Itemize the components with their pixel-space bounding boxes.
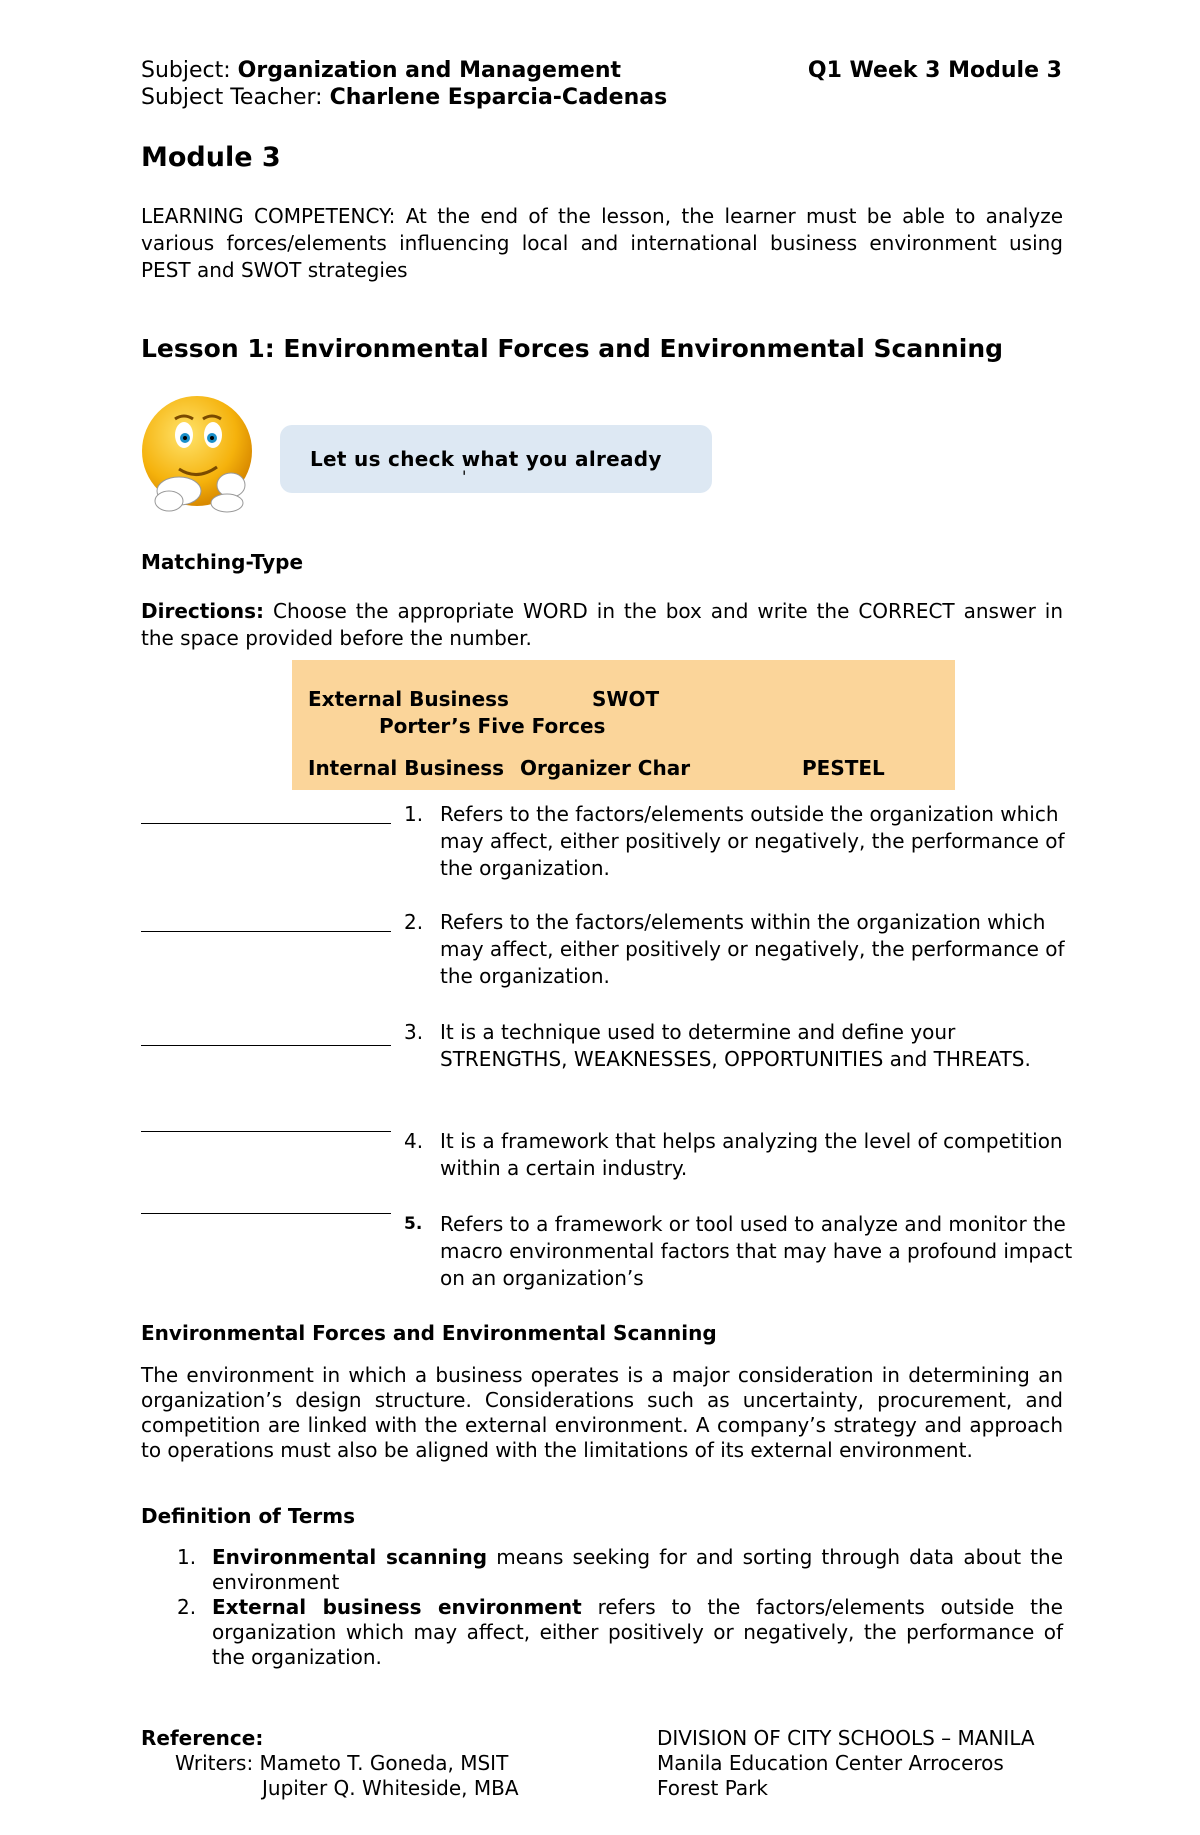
definition-body [212, 1595, 1063, 1670]
item-text: It is a technique used to determine and define your STRENGTHS, WEAKNESSES, OPPORTUNITIES and THREATS. [440, 1020, 1031, 1071]
learning-competency [141, 203, 1063, 284]
item-text: Refers to the factors/elements outside the organization which may affect, either positively or negatively, the performance of the organization. [440, 802, 1065, 880]
item-number: 3. [404, 1020, 424, 1044]
section-title: Environmental Forces and Environmental Scanning [141, 1321, 717, 1345]
section-paragraph: The environment in which a business operates is a major consideration in determining an organization’s design structure. Considerations such as uncertainty, procurement, and competition are linked with the external environment. A company’s strategy and approach to operations must also be aligned with the limitations of its external environment. [141, 1363, 1063, 1462]
item-number: 5. [404, 1214, 423, 1234]
definition-term: Environmental scanning [212, 1545, 488, 1569]
week-module: Q1 Week 3 Module 3 [807, 58, 1062, 83]
item-number: 2. [404, 910, 424, 934]
subject-label: Subject: [141, 58, 238, 83]
word-box [292, 660, 955, 790]
word-swot: SWOT [592, 687, 660, 711]
division-park: Forest Park [657, 1776, 768, 1800]
directions-label: Directions: [141, 599, 265, 623]
word-external-business: External Business [308, 687, 509, 711]
definition-item-1 [141, 1545, 1063, 1595]
division-center: Manila Education Center Arroceros [657, 1751, 1004, 1775]
answer-blank-4[interactable] [141, 1131, 391, 1132]
matching-title: Matching-Type [141, 550, 304, 574]
header-teacher [141, 85, 667, 110]
item-text: It is a framework that helps analyzing the level of competition within a certain industry. [440, 1129, 1063, 1180]
callout-text: Let us check what you already [310, 447, 662, 471]
thinking-emoji-icon [139, 393, 259, 518]
teacher-value: Charlene Esparcia-Cadenas [329, 85, 668, 110]
competency-label: LEARNING COMPETENCY: [141, 204, 396, 228]
reference-writer2: Jupiter Q. Whiteside, MBA [262, 1776, 519, 1800]
competency-text: At the end of the lesson, the learner must be able to analyze various forces/elements influencing local and international business environment using PEST and SWOT strategies [141, 204, 1064, 282]
definitions-title: Definition of Terms [141, 1504, 356, 1528]
header-subject [141, 58, 621, 83]
subject-value: Organization and Management [237, 58, 622, 83]
item-number: 4. [404, 1129, 424, 1153]
callout-box [280, 425, 712, 493]
word-internal-business: Internal Business [308, 756, 505, 780]
answer-blank-5[interactable] [141, 1213, 391, 1214]
reference-writers: Writers: Mameto T. Goneda, MSIT [175, 1751, 509, 1775]
answer-blank-3[interactable] [141, 1045, 391, 1046]
definition-number: 2. [177, 1595, 197, 1619]
word-pestel: PESTEL [802, 756, 885, 780]
definition-text: means seeking for and sorting through data about the environment [212, 1545, 1063, 1594]
definition-term: External business environment [212, 1595, 582, 1619]
module-title: Module 3 [141, 142, 281, 173]
item-text: Refers to a framework or tool used to analyze and monitor the macro environmental factors that may have a profound impact on an organization’s [440, 1212, 1073, 1290]
teacher-label: Subject Teacher: [141, 85, 330, 110]
word-porters-five-forces: Porter’s Five Forces [379, 714, 606, 738]
callout-cut-text: ' [462, 467, 467, 486]
answer-blank-2[interactable] [141, 931, 391, 932]
division-name: DIVISION OF CITY SCHOOLS – MANILA [657, 1726, 1035, 1750]
definition-item-2 [141, 1595, 1063, 1670]
reference-label: Reference: [141, 1726, 264, 1750]
answer-blank-1[interactable] [141, 823, 391, 824]
item-number: 1. [404, 802, 424, 826]
definition-number: 1. [177, 1545, 197, 1569]
directions [141, 598, 1063, 652]
item-text: Refers to the factors/elements within the organization which may affect, either positively or negatively, the performance of the organization. [440, 910, 1065, 988]
lesson-title: Lesson 1: Environmental Forces and Environmental Scanning [141, 334, 1004, 363]
definition-text: refers to the factors/elements outside the organization which may affect, either positively or negatively, the performance of the organization. [212, 1595, 1063, 1669]
definition-body [212, 1545, 1063, 1595]
directions-text: Choose the appropriate WORD in the box and write the CORRECT answer in the space provided before the number. [141, 599, 1063, 650]
matching-item-5 [404, 1211, 1084, 1295]
word-organizer-char: Organizer Char [520, 756, 691, 780]
